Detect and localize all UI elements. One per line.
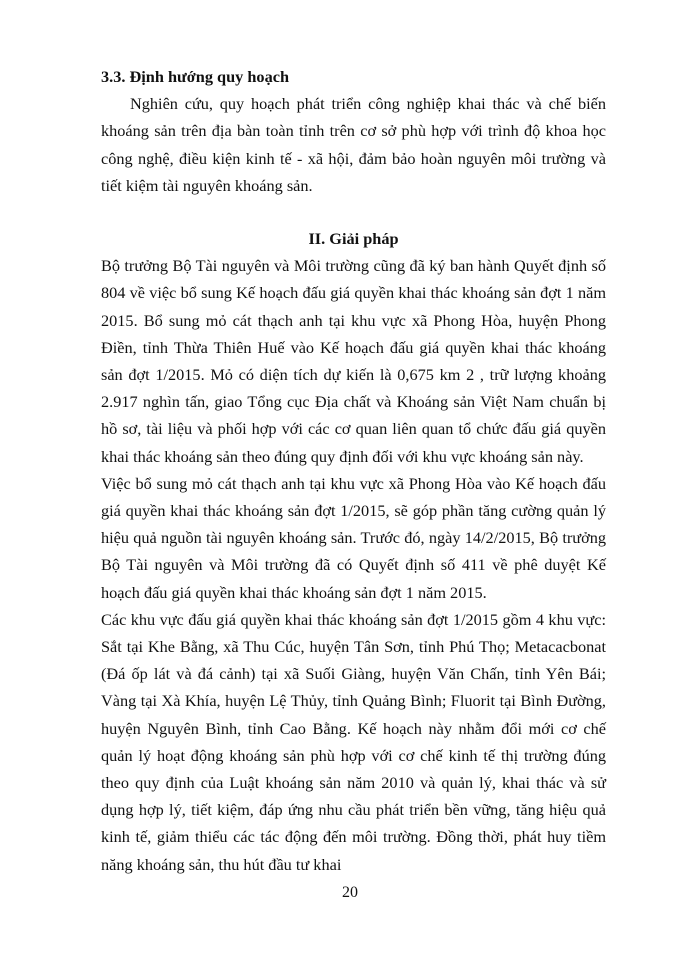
body-paragraph-1: Bộ trưởng Bộ Tài nguyên và Môi trường cũng đã ký ban hành Quyết định số 804 về việc bổ sung Kế hoạch đấu giá quyền khai thác khoáng sản đợt 1 năm 2015. Bổ sung mỏ cát thạch anh tại khu vực xã Phong Hòa, huyện Phong Điền, tỉnh Thừa Thiên Huế vào Kế hoạch đấu giá quyền khai thác khoáng sản đợt 1/2015. Mỏ có diện tích dự kiến là 0,675 km 2 , trữ lượng khoảng 2.917 nghìn tấn, giao Tổng cục Địa chất và Khoáng sản Việt Nam chuẩn bị hồ sơ, tài liệu và phối hợp với các cơ quan liên quan tổ chức đấu giá quyền khai thác khoáng sản theo đúng quy định đối với khu vực khoáng sản này. — [101, 256, 606, 466]
chapter-heading: II. Giải pháp — [308, 229, 399, 249]
section-heading: 3.3. Định hướng quy hoạch — [101, 67, 289, 86]
page-number: 20 — [342, 884, 358, 901]
page-content — [101, 63, 606, 878]
body-paragraph-2: Việc bổ sung mỏ cát thạch anh tại khu vực xã Phong Hòa vào Kế hoạch đấu giá quyền khai thác khoáng sản đợt 1/2015, sẽ góp phần tăng cường quản lý hiệu quả nguồn tài nguyên khoáng sản. Trước đó, ngày 14/2/2015, Bộ trưởng Bộ Tài nguyên và Môi trường đã có Quyết định số 411 về phê duyệt Kế hoạch đấu giá quyền khai thác khoáng sản đợt 1 năm 2015. — [101, 473, 606, 602]
body-paragraph-3: Các khu vực đấu giá quyền khai thác khoáng sản đợt 1/2015 gồm 4 khu vực: Sắt tại Khe Bằng, xã Thu Cúc, huyện Tân Sơn, tỉnh Phú Thọ; Metacacbonat (Đá ốp lát và đá cảnh) tại xã Suối Giàng, huyện Văn Chấn, tỉnh Yên Bái; Vàng tại Xà Khía, huyện Lệ Thủy, tỉnh Quảng Bình; Fluorit tại Bình Đường, huyện Nguyên Bình, tỉnh Cao Bằng. Kế hoạch này nhằm đổi mới cơ chế quản lý hoạt động khoáng sản phù hợp với cơ chế kinh tế thị trường đúng theo quy định của Luật khoáng sản năm 2010 và quản lý, khai thác và sử dụng hợp lý, tiết kiệm, đáp ứng nhu cầu phát triển bền vững, tăng hiệu quả kinh tế, giảm thiểu các tác động đến môi trường. Đồng thời, phát huy tiềm năng khoáng sản, thu hút đầu tư khai — [101, 609, 606, 874]
section-paragraph: Nghiên cứu, quy hoạch phát triển công nghiệp khai thác và chế biến khoáng sản trên địa bàn toàn tỉnh trên cơ sở phù hợp với trình độ khoa học công nghệ, điều kiện kinh tế - xã hội, đảm bảo hoàn nguyên môi trường và tiết kiệm tài nguyên khoáng sản. — [101, 94, 606, 195]
